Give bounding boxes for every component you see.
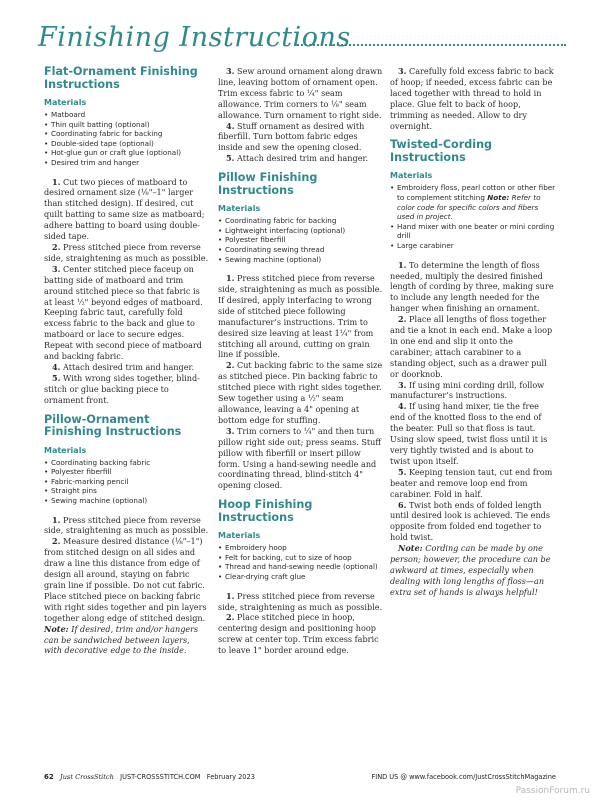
footer-find-us: FIND US @ www.facebook.com/JustCrossStitchMagazine [371, 773, 556, 781]
step-text: Trim corners to ¼" and then turn pillow right side out; press seams. Stuff pillow with fiberfill or insert pillow form. Using a hand-sewing needle and coordinating thread, blind-stitch 4" opening closed. [218, 425, 382, 491]
column-3 [390, 66, 556, 598]
twisted-cording-materials [390, 183, 556, 250]
instruction-step [218, 360, 384, 425]
pillow-ornament-heading: Pillow-Ornament Finishing Instructions [44, 412, 182, 439]
list-item: • Polyester fiberfill [44, 467, 210, 477]
step-number: 3. [398, 379, 407, 390]
step-text: If using hand mixer, tie the free end of the knotted floss to the end of the beater. Pull so that floss is taut. Using slow speed, twist floss until it is very tightly twisted and is about to twist upon itself. [390, 401, 548, 466]
list-item: • Lightweight interfacing (optional) [218, 226, 384, 236]
pillow-heading: Pillow Finishing Instructions [218, 171, 318, 197]
step-text: Attach desired trim and hanger. [237, 153, 369, 164]
flat-ornament-materials [44, 110, 210, 168]
step-number: 3. [226, 425, 235, 436]
list-item: • Desired trim and hanger [44, 158, 210, 168]
materials-label: Materials [218, 531, 261, 541]
hoop-materials [218, 543, 384, 581]
title-dotted-rule [294, 44, 566, 46]
twisted-cording-note: Note: Cording can be made by one person; however, the procedure can be awkward at times, especially when dealing with long lengths of floss—an extra set of hands is always helpful! [390, 543, 551, 597]
instruction-step [44, 362, 210, 373]
instruction-step [390, 66, 556, 131]
column-2 [218, 66, 384, 656]
hoop-steps-continued [390, 66, 556, 131]
instruction-step [218, 612, 384, 656]
instruction-step [44, 373, 210, 406]
list-item: • Thread and hand-sewing needle (optional) [218, 562, 384, 572]
list-item: • Double-sided tape (optional) [44, 139, 210, 149]
list-item: • Hand mixer with one beater or mini cording drill [390, 222, 556, 241]
step-text: Attach desired trim and hanger. [63, 361, 195, 372]
step-text: Press stitched piece from reverse side, straightening as much as possible. [44, 242, 209, 263]
twisted-cording-heading: Twisted-Cording Instructions [390, 138, 493, 164]
step-number: 1. [52, 514, 61, 525]
list-item: • Clear-drying craft glue [218, 572, 384, 582]
step-number: 2. [226, 612, 235, 623]
hoop-steps [218, 591, 384, 656]
list-item: • Sewing machine (optional) [218, 255, 384, 265]
instruction-step [218, 121, 384, 154]
pillow-ornament-note: Note: If desired, trim and/or hangers can be sandwiched between layers, with decorative edge to the inside. [44, 623, 199, 656]
instruction-step [390, 314, 556, 379]
instruction-step [218, 66, 384, 121]
step-text: Press stitched piece from reverse side, straightening as much as possible. [44, 514, 209, 536]
step-text: Cut backing fabric to the same size as stitched piece. Pin backing fabric to stitched piece with right sides together. Sew together using a ½" seam allowance, leaving a 4" opening at bottom edge for stuffing. [218, 360, 383, 425]
step-number: 2. [52, 242, 61, 252]
step-number: 4. [226, 120, 235, 131]
materials-label: Materials [44, 98, 87, 107]
instruction-step [390, 260, 556, 315]
step-number: 2. [52, 536, 61, 547]
instruction-step [44, 515, 210, 537]
page-title: Finishing Instructions [38, 22, 351, 53]
step-number: 1. [226, 590, 235, 601]
step-text: To determine the length of floss needed, multiply the desired finished length of cording by three, making sure to include any length needed for the hanger when finishing an ornament. [390, 259, 554, 314]
step-number: 1. [398, 259, 407, 270]
pillow-materials [218, 216, 384, 264]
instruction-step [218, 153, 384, 164]
step-number: 5. [398, 466, 407, 477]
step-text: Keeping tension taut, cut end from beater and remove loop end from carabiner. Fold in half. [390, 466, 553, 499]
step-text: Place all lengths of floss together and tie a knot in each end. Make a loop in one end and slip it onto the carabiner; attach carabiner to a standing object, such as a drawer pull or doorknob. [390, 314, 553, 379]
step-number: 3. [226, 66, 235, 76]
list-item: • Hot-glue gun or craft glue (optional) [44, 148, 210, 158]
step-text: Press stitched piece from reverse side, straightening as much as possible. If desired, apply interfacing to wrong side of stitched piece following manufacturer’s instructions. Trim to desired size leaving at least 1¼" from stitching all around, cutting on grain line if possible. [218, 273, 383, 360]
twisted-cording-steps [390, 260, 556, 544]
list-item: • Coordinating backing fabric [44, 458, 210, 468]
instruction-step [390, 401, 556, 466]
step-text: Measure desired distance (⅛"–1") from stitched design on all sides and draw a line this distance from edge of design all around, staying on fabric grain line if possible. Do not cut fabric. Place stitched piece on backing fabric with right sides together and pin layers together along edge of stitched design. [44, 536, 207, 623]
footer-left [44, 773, 255, 781]
materials-label: Materials [218, 204, 261, 214]
materials-label: Materials [44, 445, 87, 455]
site-name: JUST-CROSSSTITCH.COM [120, 773, 201, 781]
pillow-ornament-steps [44, 515, 210, 624]
step-number: 5. [226, 153, 235, 164]
step-text: With wrong sides together, blind-stitch or glue backing piece to ornament front. [44, 372, 200, 405]
list-item: • Straight pins [44, 486, 210, 496]
step-text: Cut two pieces of matboard to desired ornament size (⅛"–1" larger than stitched design). If desired, cut quilt batting to same size as matboard; adhere batting to board using double-sided tape. [44, 176, 205, 242]
step-text: Stuff ornament as desired with fiberfill. Turn bottom fabric edges inside and sew the opening closed. [218, 120, 365, 153]
issue-date: February 2023 [206, 773, 255, 781]
step-number: 2. [226, 360, 235, 371]
instruction-step [390, 380, 556, 402]
materials-label: Materials [390, 171, 433, 181]
column-1 [44, 66, 210, 656]
flat-ornament-heading: Flat-Ornament Finishing Instructions [44, 65, 198, 91]
hoop-heading: Hoop Finishing Instructions [218, 498, 313, 524]
step-number: 1. [52, 176, 61, 187]
step-text: Carefully fold excess fabric to back of hoop; if needed, excess fabric can be laced together with thread to hold in place. Glue felt to back of hoop, trimming as needed. Allow to dry overnight. [390, 66, 554, 131]
page-number: 62 [44, 773, 54, 781]
instruction-step [44, 264, 210, 362]
list-item: • Coordinating fabric for backing [44, 129, 210, 139]
list-item: • Fabric-marking pencil [44, 477, 210, 487]
list-item: • Felt for backing, cut to size of hoop [218, 553, 384, 563]
instruction-step [218, 273, 384, 360]
instruction-step [44, 242, 210, 264]
flat-ornament-steps [44, 177, 210, 406]
list-item: • Thin quilt batting (optional) [44, 120, 210, 130]
list-item: • Sewing machine (optional) [44, 496, 210, 506]
pillow-steps [218, 273, 384, 491]
step-number: 3. [52, 263, 61, 274]
step-text: If using mini cording drill, follow manufacturer’s instructions. [390, 379, 545, 401]
watermark: PassionForum.ru [515, 786, 590, 796]
list-item: • Coordinating sewing thread [218, 245, 384, 255]
list-item: • Matboard [44, 110, 210, 120]
step-text: Center stitched piece faceup on batting side of matboard and trim around stitched piece so that fabric is at least ½" beyond edges of matboard. Keeping fabric taut, carefully fold excess fabric to the back and glue to matboard or lace to secure edges. Repeat with second piece of matboard and backing fabric. [44, 263, 203, 362]
step-number: 6. [398, 499, 407, 510]
list-item: • Polyester fiberfill [218, 235, 384, 245]
magazine-name: Just CrossStitch [60, 773, 114, 781]
pillow-ornament-materials [44, 458, 210, 506]
step-number: 4. [398, 401, 407, 412]
step-number: 1. [226, 273, 235, 284]
instruction-step [390, 500, 556, 544]
step-text: Sew around ornament along drawn line, leaving bottom of ornament open. Trim excess fabric to ¼" seam allowance. Trim corners to ⅛" seam allowance. Turn ornament to right side. [218, 66, 383, 120]
step-text: Place stitched piece in hoop, centering design and positioning hoop screw at center top. Trim excess fabric to leave 1" border around edge. [218, 612, 379, 656]
list-item: • Large carabiner [390, 241, 556, 251]
step-text: Press stitched piece from reverse side, straightening as much as possible. [218, 590, 383, 612]
instruction-step [218, 591, 384, 613]
list-item: • Coordinating fabric for backing [218, 216, 384, 226]
instruction-step [44, 536, 210, 623]
step-number: 3. [398, 66, 407, 76]
list-item: • Embroidery hoop [218, 543, 384, 553]
step-text: Twist both ends of folded length until desired look is achieved. Tie ends opposite from folded end together to hold twist. [390, 499, 551, 543]
instruction-step [218, 426, 384, 491]
instruction-step [44, 177, 210, 242]
step-number: 5. [52, 372, 61, 383]
step-number: 4. [52, 361, 61, 372]
step-number: 2. [398, 314, 407, 325]
pillow-ornament-steps-continued [218, 66, 384, 164]
list-item: • Embroidery floss, pearl cotton or other fiber to complement stitching Note: Refer to color code for specific colors and fibers used in project. [390, 183, 556, 221]
instruction-step [390, 467, 556, 500]
